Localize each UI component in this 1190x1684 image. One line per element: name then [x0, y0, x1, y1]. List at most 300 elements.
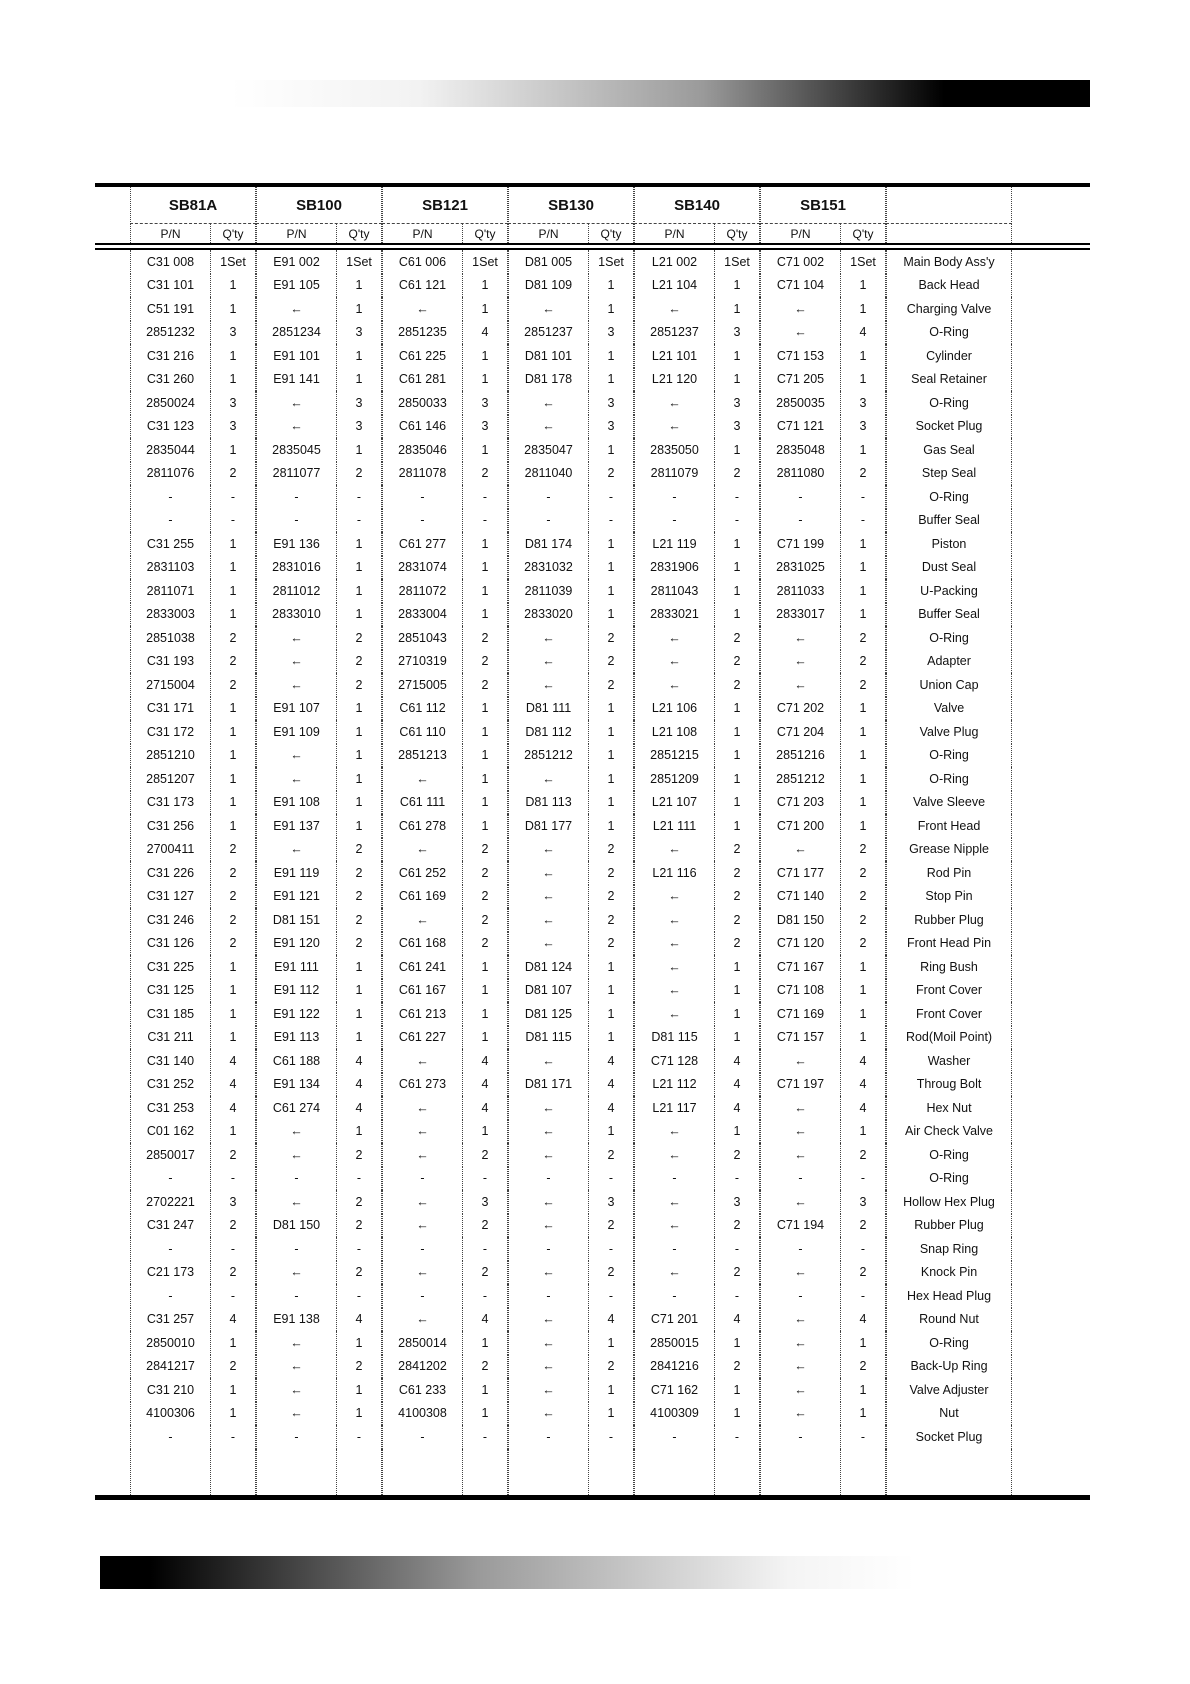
- table-row: [95, 932, 1090, 956]
- quantity-cell: 2: [462, 626, 508, 650]
- right-margin-cell: [1012, 908, 1090, 932]
- part-number-cell: ←: [508, 838, 588, 862]
- quantity-cell: 2: [462, 650, 508, 674]
- quantity-cell: 1: [462, 1002, 508, 1026]
- quantity-cell: 2: [588, 861, 634, 885]
- part-number-cell: D81 150: [256, 1214, 336, 1238]
- quantity-cell: 1: [840, 1402, 886, 1426]
- part-number-cell: C71 140: [760, 885, 840, 909]
- pn-header-cell: P/N: [634, 224, 714, 243]
- subheader-row: [95, 224, 1090, 243]
- left-margin-cell: [95, 556, 130, 580]
- table-row: [95, 1331, 1090, 1355]
- part-number-cell: 2851212: [760, 767, 840, 791]
- part-number-cell: ←: [256, 1402, 336, 1426]
- quantity-cell: 1: [714, 532, 760, 556]
- part-number-cell: C31 123: [130, 415, 210, 439]
- part-number-cell: 2831906: [634, 556, 714, 580]
- part-number-cell: D81 150: [760, 908, 840, 932]
- pn-header-cell: P/N: [130, 224, 210, 243]
- part-number-cell: ←: [256, 1331, 336, 1355]
- quantity-cell: -: [210, 1237, 256, 1261]
- part-number-cell: C31 127: [130, 885, 210, 909]
- part-number-cell: C31 008: [130, 250, 210, 274]
- part-number-cell: C31 226: [130, 861, 210, 885]
- quantity-cell: 3: [210, 321, 256, 345]
- quantity-cell: 1: [714, 1026, 760, 1050]
- part-number-cell: -: [634, 1237, 714, 1261]
- left-margin-cell: [95, 885, 130, 909]
- part-number-cell: 2811033: [760, 579, 840, 603]
- part-number-cell: ←: [382, 908, 462, 932]
- description-cell: Seal Retainer: [886, 368, 1012, 392]
- right-margin-cell: [1012, 1308, 1090, 1332]
- part-number-cell: E91 105: [256, 274, 336, 298]
- part-number-cell: ←: [760, 1190, 840, 1214]
- quantity-cell: 1: [462, 368, 508, 392]
- table-row: [95, 908, 1090, 932]
- right-margin-cell: [1012, 1355, 1090, 1379]
- table-row: [95, 1261, 1090, 1285]
- quantity-cell: 1: [840, 438, 886, 462]
- part-number-cell: E91 138: [256, 1308, 336, 1332]
- quantity-cell: 2: [336, 885, 382, 909]
- quantity-cell: 1: [336, 579, 382, 603]
- quantity-cell: 3: [588, 391, 634, 415]
- part-number-cell: -: [130, 1167, 210, 1191]
- description-cell: O-Ring: [886, 485, 1012, 509]
- part-number-cell: -: [130, 1425, 210, 1449]
- quantity-cell: 1: [588, 791, 634, 815]
- right-margin-cell: [1012, 556, 1090, 580]
- quantity-cell: 2: [714, 650, 760, 674]
- empty-cell: [840, 1449, 886, 1495]
- bottom-gradient-bar: [100, 1556, 940, 1589]
- part-number-cell: D81 115: [634, 1026, 714, 1050]
- table-row: [95, 979, 1090, 1003]
- quantity-cell: 2: [210, 626, 256, 650]
- part-number-cell: C31 125: [130, 979, 210, 1003]
- quantity-cell: 1: [840, 368, 886, 392]
- quantity-cell: 1: [336, 1402, 382, 1426]
- table-row: [95, 1284, 1090, 1308]
- part-number-cell: 2833021: [634, 603, 714, 627]
- empty-cell: [886, 1449, 1012, 1495]
- quantity-cell: 2: [714, 1143, 760, 1167]
- quantity-cell: 2: [462, 861, 508, 885]
- quantity-cell: -: [336, 485, 382, 509]
- part-number-cell: ←: [634, 1214, 714, 1238]
- right-margin-cell: [1012, 1167, 1090, 1191]
- quantity-cell: 1: [588, 1120, 634, 1144]
- part-number-cell: ←: [508, 1214, 588, 1238]
- quantity-cell: -: [336, 1167, 382, 1191]
- table-row: [95, 321, 1090, 345]
- part-number-cell: ←: [760, 1331, 840, 1355]
- table-row: [95, 861, 1090, 885]
- quantity-cell: -: [462, 485, 508, 509]
- part-number-cell: -: [256, 1237, 336, 1261]
- description-cell: Throug Bolt: [886, 1073, 1012, 1097]
- part-number-cell: D81 125: [508, 1002, 588, 1026]
- description-cell: Socket Plug: [886, 415, 1012, 439]
- part-number-cell: ←: [508, 1049, 588, 1073]
- quantity-cell: 1Set: [336, 250, 382, 274]
- quantity-cell: 3: [588, 1190, 634, 1214]
- quantity-cell: 2: [210, 885, 256, 909]
- part-number-cell: 2702221: [130, 1190, 210, 1214]
- quantity-cell: 2: [462, 908, 508, 932]
- table-row: [95, 509, 1090, 533]
- quantity-cell: 2: [840, 838, 886, 862]
- description-cell: Back-Up Ring: [886, 1355, 1012, 1379]
- description-cell: Knock Pin: [886, 1261, 1012, 1285]
- quantity-cell: 2: [210, 838, 256, 862]
- quantity-cell: 1: [714, 556, 760, 580]
- part-number-cell: 2811078: [382, 462, 462, 486]
- part-number-cell: ←: [382, 297, 462, 321]
- quantity-cell: 1: [588, 556, 634, 580]
- part-number-cell: ←: [256, 626, 336, 650]
- quantity-cell: 3: [714, 391, 760, 415]
- table-row: [95, 744, 1090, 768]
- right-margin-cell: [1012, 344, 1090, 368]
- right-margin-cell: [1012, 932, 1090, 956]
- quantity-cell: 3: [714, 415, 760, 439]
- quantity-cell: 1: [462, 744, 508, 768]
- table-row: [95, 391, 1090, 415]
- part-number-cell: E91 120: [256, 932, 336, 956]
- part-number-cell: -: [256, 1284, 336, 1308]
- quantity-cell: 4: [210, 1308, 256, 1332]
- part-number-cell: ←: [508, 1120, 588, 1144]
- part-number-cell: 2851232: [130, 321, 210, 345]
- part-number-cell: 2811077: [256, 462, 336, 486]
- part-number-cell: 2831016: [256, 556, 336, 580]
- left-margin-cell: [95, 391, 130, 415]
- part-number-cell: 2715004: [130, 673, 210, 697]
- description-cell: Valve Adjuster: [886, 1378, 1012, 1402]
- part-number-cell: -: [634, 1425, 714, 1449]
- description-cell: Dust Seal: [886, 556, 1012, 580]
- quantity-cell: 2: [210, 1261, 256, 1285]
- quantity-cell: 1: [462, 297, 508, 321]
- quantity-cell: 2: [462, 462, 508, 486]
- part-number-cell: ←: [634, 391, 714, 415]
- quantity-cell: 1: [336, 697, 382, 721]
- quantity-cell: -: [714, 1284, 760, 1308]
- quantity-cell: 1: [714, 1002, 760, 1026]
- quantity-cell: 1: [210, 720, 256, 744]
- table-row: [95, 1096, 1090, 1120]
- quantity-cell: 1: [840, 579, 886, 603]
- part-number-cell: ←: [256, 1190, 336, 1214]
- part-number-cell: 2833004: [382, 603, 462, 627]
- part-number-cell: C31 193: [130, 650, 210, 674]
- table-row: [95, 720, 1090, 744]
- description-cell: Piston: [886, 532, 1012, 556]
- left-margin-cell: [95, 1378, 130, 1402]
- quantity-cell: 4: [336, 1096, 382, 1120]
- quantity-cell: 2: [462, 1214, 508, 1238]
- part-number-cell: C61 274: [256, 1096, 336, 1120]
- quantity-cell: 1: [462, 791, 508, 815]
- right-margin-cell: [1012, 838, 1090, 862]
- quantity-cell: 3: [588, 321, 634, 345]
- quantity-cell: -: [462, 1237, 508, 1261]
- quantity-cell: 1: [210, 1402, 256, 1426]
- part-number-cell: 2851215: [634, 744, 714, 768]
- part-number-cell: C61 188: [256, 1049, 336, 1073]
- part-number-cell: ←: [382, 1214, 462, 1238]
- left-margin-cell: [95, 297, 130, 321]
- quantity-cell: 2: [840, 650, 886, 674]
- part-number-cell: ←: [508, 626, 588, 650]
- quantity-cell: 1: [336, 438, 382, 462]
- table-row: [95, 485, 1090, 509]
- part-number-cell: 2851234: [256, 321, 336, 345]
- part-number-cell: ←: [760, 626, 840, 650]
- quantity-cell: 1: [588, 1402, 634, 1426]
- table-row: [95, 368, 1090, 392]
- quantity-cell: 4: [840, 1096, 886, 1120]
- quantity-cell: 1: [840, 697, 886, 721]
- part-number-cell: C71 205: [760, 368, 840, 392]
- quantity-cell: 1: [210, 955, 256, 979]
- description-cell: Stop Pin: [886, 885, 1012, 909]
- part-number-cell: 2850033: [382, 391, 462, 415]
- left-margin-cell: [95, 485, 130, 509]
- part-number-cell: ←: [256, 297, 336, 321]
- left-margin-cell: [95, 438, 130, 462]
- quantity-cell: 3: [840, 415, 886, 439]
- part-number-cell: C31 252: [130, 1073, 210, 1097]
- description-cell: Front Head Pin: [886, 932, 1012, 956]
- part-number-cell: ←: [760, 321, 840, 345]
- part-number-cell: ←: [256, 744, 336, 768]
- part-number-cell: 2833003: [130, 603, 210, 627]
- part-number-cell: L21 104: [634, 274, 714, 298]
- part-number-cell: E91 112: [256, 979, 336, 1003]
- description-cell: Nut: [886, 1402, 1012, 1426]
- right-margin-cell: [1012, 1026, 1090, 1050]
- right-margin-cell: [1012, 979, 1090, 1003]
- left-margin-cell: [95, 1049, 130, 1073]
- part-number-cell: L21 111: [634, 814, 714, 838]
- empty-cell: [508, 1449, 588, 1495]
- part-number-cell: ←: [760, 1402, 840, 1426]
- quantity-cell: 1: [588, 814, 634, 838]
- part-number-cell: C61 278: [382, 814, 462, 838]
- quantity-cell: 1: [714, 1402, 760, 1426]
- part-number-cell: ←: [634, 908, 714, 932]
- right-margin-cell: [1012, 1378, 1090, 1402]
- right-margin-cell: [1012, 509, 1090, 533]
- quantity-cell: 1: [462, 814, 508, 838]
- quantity-cell: 1: [462, 697, 508, 721]
- quantity-cell: 1: [336, 1002, 382, 1026]
- part-number-cell: -: [634, 485, 714, 509]
- description-cell: Back Head: [886, 274, 1012, 298]
- part-number-cell: D81 109: [508, 274, 588, 298]
- description-cell: Hex Head Plug: [886, 1284, 1012, 1308]
- part-number-cell: -: [382, 1284, 462, 1308]
- part-number-cell: ←: [634, 650, 714, 674]
- empty-cell: [382, 1449, 462, 1495]
- quantity-cell: 1: [462, 979, 508, 1003]
- part-number-cell: C61 168: [382, 932, 462, 956]
- left-margin-cell: [95, 187, 130, 224]
- part-number-cell: ←: [508, 297, 588, 321]
- table-row: [95, 697, 1090, 721]
- part-number-cell: ←: [256, 1261, 336, 1285]
- table-row: [95, 885, 1090, 909]
- quantity-cell: 1: [588, 532, 634, 556]
- part-number-cell: C71 203: [760, 791, 840, 815]
- part-number-cell: 2831074: [382, 556, 462, 580]
- part-number-cell: ←: [760, 1355, 840, 1379]
- part-number-cell: ←: [508, 885, 588, 909]
- part-number-cell: D81 171: [508, 1073, 588, 1097]
- part-number-cell: C71 104: [760, 274, 840, 298]
- part-number-cell: C71 157: [760, 1026, 840, 1050]
- qty-header-cell: Q'ty: [840, 224, 886, 243]
- part-number-cell: ←: [634, 885, 714, 909]
- part-number-cell: C71 120: [760, 932, 840, 956]
- right-margin-cell: [1012, 955, 1090, 979]
- left-margin-cell: [95, 673, 130, 697]
- part-number-cell: 2715005: [382, 673, 462, 697]
- part-number-cell: C31 247: [130, 1214, 210, 1238]
- part-number-cell: 2851209: [634, 767, 714, 791]
- left-margin-cell: [95, 1425, 130, 1449]
- part-number-cell: ←: [382, 1190, 462, 1214]
- part-number-cell: ←: [760, 1261, 840, 1285]
- empty-cell: [588, 1449, 634, 1495]
- right-margin-cell: [1012, 224, 1090, 243]
- quantity-cell: 1: [336, 979, 382, 1003]
- part-number-cell: ←: [382, 1120, 462, 1144]
- quantity-cell: 1: [714, 1378, 760, 1402]
- quantity-cell: 1: [462, 603, 508, 627]
- quantity-cell: 2: [336, 626, 382, 650]
- description-cell: Socket Plug: [886, 1425, 1012, 1449]
- part-number-cell: ←: [256, 1378, 336, 1402]
- quantity-cell: 1: [210, 368, 256, 392]
- quantity-cell: 4: [336, 1308, 382, 1332]
- part-number-cell: E91 108: [256, 791, 336, 815]
- part-number-cell: 2835044: [130, 438, 210, 462]
- quantity-cell: 1: [588, 438, 634, 462]
- quantity-cell: 1: [210, 344, 256, 368]
- part-number-cell: ←: [760, 1143, 840, 1167]
- right-margin-cell: [1012, 1214, 1090, 1238]
- quantity-cell: 1: [840, 1331, 886, 1355]
- quantity-cell: 1: [210, 744, 256, 768]
- quantity-cell: -: [210, 1284, 256, 1308]
- empty-cell: [256, 1449, 336, 1495]
- part-number-cell: ←: [634, 838, 714, 862]
- left-margin-cell: [95, 767, 130, 791]
- quantity-cell: 2: [588, 462, 634, 486]
- left-margin-cell: [95, 1120, 130, 1144]
- table-row: [95, 556, 1090, 580]
- model-header-sb151: SB151: [760, 187, 886, 224]
- quantity-cell: 2: [840, 908, 886, 932]
- part-number-cell: C61 213: [382, 1002, 462, 1026]
- quantity-cell: 1: [840, 1120, 886, 1144]
- quantity-cell: 4: [840, 1073, 886, 1097]
- part-number-cell: ←: [508, 650, 588, 674]
- table-row: [95, 462, 1090, 486]
- quantity-cell: 2: [210, 462, 256, 486]
- quantity-cell: 1: [840, 1026, 886, 1050]
- left-margin-cell: [95, 1190, 130, 1214]
- quantity-cell: 1: [714, 697, 760, 721]
- pn-header-cell: P/N: [382, 224, 462, 243]
- part-number-cell: ←: [508, 1308, 588, 1332]
- left-margin-cell: [95, 861, 130, 885]
- quantity-cell: 1: [210, 1026, 256, 1050]
- right-margin-cell: [1012, 1425, 1090, 1449]
- part-number-cell: -: [508, 485, 588, 509]
- empty-cell: [462, 1449, 508, 1495]
- part-number-cell: C61 112: [382, 697, 462, 721]
- quantity-cell: 1: [714, 1120, 760, 1144]
- table-row: [95, 791, 1090, 815]
- right-margin-cell: [1012, 744, 1090, 768]
- part-number-cell: C61 146: [382, 415, 462, 439]
- quantity-cell: 2: [840, 932, 886, 956]
- description-cell: Round Nut: [886, 1308, 1012, 1332]
- part-number-cell: E91 136: [256, 532, 336, 556]
- part-number-cell: ←: [382, 767, 462, 791]
- quantity-cell: 1: [336, 767, 382, 791]
- left-margin-cell: [95, 579, 130, 603]
- quantity-cell: 2: [714, 861, 760, 885]
- left-margin-cell: [95, 274, 130, 298]
- quantity-cell: 3: [336, 391, 382, 415]
- part-number-cell: -: [508, 1237, 588, 1261]
- quantity-cell: 1: [462, 1402, 508, 1426]
- description-cell: Valve Plug: [886, 720, 1012, 744]
- part-number-cell: 2851235: [382, 321, 462, 345]
- quantity-cell: 2: [840, 1261, 886, 1285]
- part-number-cell: ←: [760, 297, 840, 321]
- part-number-cell: C31 173: [130, 791, 210, 815]
- left-margin-cell: [95, 462, 130, 486]
- right-margin-cell: [1012, 462, 1090, 486]
- empty-cell: [336, 1449, 382, 1495]
- part-number-cell: C61 252: [382, 861, 462, 885]
- model-header-sb81a: SB81A: [130, 187, 256, 224]
- description-cell: O-Ring: [886, 391, 1012, 415]
- part-number-cell: C71 194: [760, 1214, 840, 1238]
- part-number-cell: -: [130, 1284, 210, 1308]
- part-number-cell: C61 227: [382, 1026, 462, 1050]
- quantity-cell: 2: [714, 1355, 760, 1379]
- quantity-cell: 1: [336, 603, 382, 627]
- quantity-cell: 2: [462, 1143, 508, 1167]
- quantity-cell: 2: [210, 673, 256, 697]
- description-cell: Air Check Valve: [886, 1120, 1012, 1144]
- quantity-cell: 2: [210, 908, 256, 932]
- quantity-cell: 1: [840, 979, 886, 1003]
- part-number-cell: ←: [256, 650, 336, 674]
- quantity-cell: -: [840, 485, 886, 509]
- part-number-cell: ←: [382, 1143, 462, 1167]
- part-number-cell: -: [256, 1425, 336, 1449]
